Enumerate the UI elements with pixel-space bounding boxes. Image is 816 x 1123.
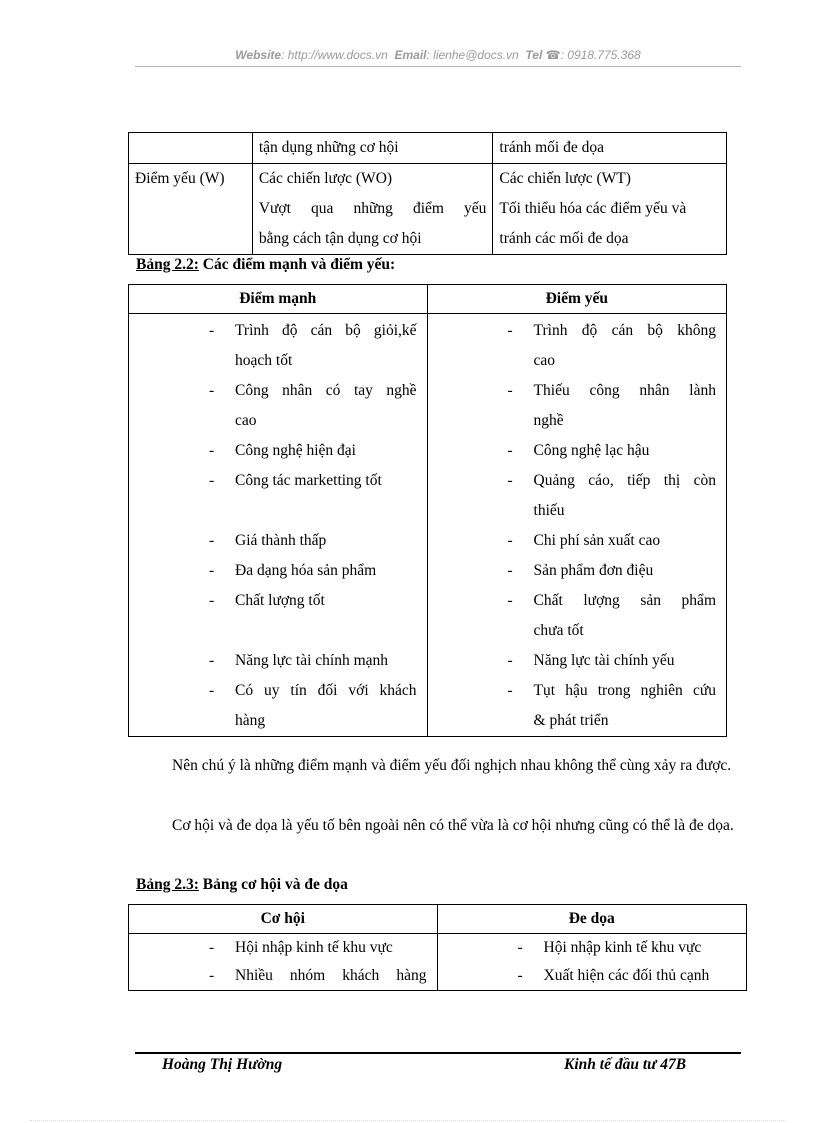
list-item <box>129 556 427 586</box>
phone-icon: ☎ <box>545 48 561 62</box>
table-cell <box>129 133 253 164</box>
table-row <box>129 133 727 164</box>
item-line: Công nghệ lạc hậu <box>533 442 650 459</box>
dash: - <box>209 967 215 984</box>
item-line: Thiếu công nhân lành <box>533 382 716 399</box>
list-item <box>129 962 437 990</box>
item-line: Hội nhập kinh tế khu vực <box>235 939 393 956</box>
list-item <box>428 556 726 586</box>
footer-author: Hoàng Thị Hường <box>162 1056 283 1073</box>
dash: - <box>209 442 215 459</box>
item-line: Công nghệ hiện đại <box>235 442 356 459</box>
caption-label: Bảng 2.3: <box>136 876 199 893</box>
strengths-list <box>129 316 427 736</box>
list-item <box>428 646 726 676</box>
tel-label: Tel <box>525 48 543 62</box>
list-item <box>438 934 747 962</box>
dash: - <box>517 967 523 984</box>
item-line: & phát triển <box>533 712 609 729</box>
column-header-weaknesses: Điểm yếu <box>427 285 726 314</box>
item-line: cao <box>533 352 556 369</box>
item-line: Xuất hiện các đối thủ cạnh <box>543 967 710 984</box>
dash: - <box>507 652 513 669</box>
list-item <box>129 934 437 962</box>
dash: - <box>517 939 523 956</box>
caption-text: Các điểm mạnh và điểm yếu: <box>198 256 396 273</box>
caption-label: Bảng 2.2: <box>136 256 199 273</box>
footer-rule <box>135 1052 741 1054</box>
item-line: Trình độ cán bộ không <box>533 322 716 339</box>
item-line: Nhiều nhóm khách hàng <box>235 967 427 984</box>
table-header-row <box>129 905 747 934</box>
paragraph: Cơ hội và đe dọa là yếu tố bên ngoài nên có thể vừa là cơ hội nhưng cũng có thể là đe dọa. <box>172 817 734 834</box>
dash: - <box>507 382 513 399</box>
dash: - <box>507 562 513 579</box>
list-item <box>428 586 726 646</box>
item-line: hoạch tốt <box>235 352 293 369</box>
dash: - <box>209 532 215 549</box>
dash: - <box>507 442 513 459</box>
list-item <box>428 316 726 376</box>
item-line: nghề <box>533 412 564 429</box>
item-line: cao <box>235 412 257 429</box>
header-rule <box>135 66 741 67</box>
table-cell <box>252 133 493 164</box>
list-item <box>428 376 726 436</box>
list-item <box>129 316 427 376</box>
table-2-caption <box>136 256 395 274</box>
cell-line: Các chiến lược (WT) <box>499 170 631 187</box>
list-item <box>129 526 427 556</box>
list-item <box>129 646 427 676</box>
list-item <box>129 436 427 466</box>
dash: - <box>209 939 215 956</box>
cell-line: Tối thiểu hóa các điểm yếu và <box>499 200 687 217</box>
item-line: Đa dạng hóa sản phẩm <box>235 562 377 579</box>
footer-class: Kinh tế đầu tư 47B <box>564 1056 687 1073</box>
dash: - <box>209 652 215 669</box>
item-line: Có uy tín đối với khách <box>235 682 417 699</box>
item-line: Sản phẩm đơn điệu <box>533 562 654 579</box>
list-item <box>428 466 726 526</box>
threats-list <box>438 934 747 990</box>
dash: - <box>209 682 215 699</box>
cell-line: tránh mối đe dọa <box>499 139 605 156</box>
list-item <box>428 676 726 736</box>
cell-line: bằng cách tận dụng cơ hội <box>258 230 422 247</box>
item-line: Công nhân có tay nghề <box>235 382 417 399</box>
dash: - <box>507 322 513 339</box>
opportunities-list <box>129 934 437 990</box>
list-item <box>428 436 726 466</box>
item-line: Trình độ cán bộ giỏi,kế <box>235 322 417 339</box>
dash: - <box>209 592 215 609</box>
page-edge <box>30 1120 786 1121</box>
opportunities-threats-table <box>128 904 747 991</box>
item-line: Chất lượng tốt <box>235 592 325 609</box>
item-line: hàng <box>235 712 266 729</box>
table-cell <box>252 164 493 255</box>
list-item <box>428 526 726 556</box>
page-header <box>135 48 741 62</box>
paragraph: Nên chú ý là những điểm mạnh và điểm yếu đối nghịch nhau không thể cùng xảy ra được. <box>172 757 732 774</box>
strengths-cell <box>129 314 428 737</box>
list-item <box>129 676 427 736</box>
strengths-weaknesses-table <box>128 284 727 737</box>
table-3-caption <box>136 876 348 894</box>
dash: - <box>507 472 513 489</box>
column-header-threats: Đe dọa <box>437 905 747 934</box>
cell-line: tận dụng những cơ hội <box>258 139 399 156</box>
dash: - <box>507 532 513 549</box>
item-line: Chất lượng sản phẩm <box>533 592 716 609</box>
item-line: Hội nhập kinh tế khu vực <box>543 939 702 956</box>
dash: - <box>209 562 215 579</box>
email-label: Email <box>394 48 427 62</box>
swot-matrix-table <box>128 132 727 255</box>
caption-text: Bảng cơ hội và đe dọa <box>198 876 348 893</box>
dash: - <box>507 592 513 609</box>
tel-value: : 0918.775.368 <box>560 48 641 62</box>
item-line: Chi phí sản xuất cao <box>533 532 661 549</box>
item-line: Quảng cáo, tiếp thị còn <box>533 472 716 489</box>
dash: - <box>209 472 215 489</box>
item-line: thiếu <box>533 502 565 519</box>
weaknesses-list <box>428 316 726 736</box>
list-item <box>129 466 427 496</box>
item-line: Tụt hậu trong nghiên cứu <box>533 682 716 699</box>
row-label-weaknesses: Điểm yếu (W) <box>129 164 253 255</box>
cell-line: Vượt qua những điểm yếu <box>258 200 487 217</box>
table-row <box>129 314 727 737</box>
website-label: Website <box>235 48 282 62</box>
weaknesses-cell <box>427 314 726 737</box>
list-item <box>129 586 427 616</box>
table-row <box>129 164 727 255</box>
item-line: Năng lực tài chính mạnh <box>235 652 389 669</box>
item-line: Giá thành thấp <box>235 532 327 549</box>
cell-line: tránh các mối đe dọa <box>499 230 629 247</box>
item-line: chưa tốt <box>533 622 584 639</box>
column-header-opportunities: Cơ hội <box>129 905 438 934</box>
table-row <box>129 934 747 991</box>
table-cell <box>493 133 727 164</box>
dash: - <box>209 382 215 399</box>
column-header-strengths: Điểm mạnh <box>129 285 428 314</box>
website-value: : http://www.docs.vn <box>281 48 388 62</box>
table-header-row <box>129 285 727 314</box>
item-line: Năng lực tài chính yếu <box>533 652 675 669</box>
threats-cell <box>437 934 747 991</box>
list-item <box>129 376 427 436</box>
dash: - <box>209 322 215 339</box>
email-value: : lienhe@docs.vn <box>426 48 519 62</box>
table-cell <box>493 164 727 255</box>
opportunities-cell <box>129 934 438 991</box>
list-item <box>438 962 747 990</box>
item-line: Công tác marketting tốt <box>235 472 382 489</box>
cell-line: Các chiến lược (WO) <box>258 170 393 187</box>
dash: - <box>507 682 513 699</box>
